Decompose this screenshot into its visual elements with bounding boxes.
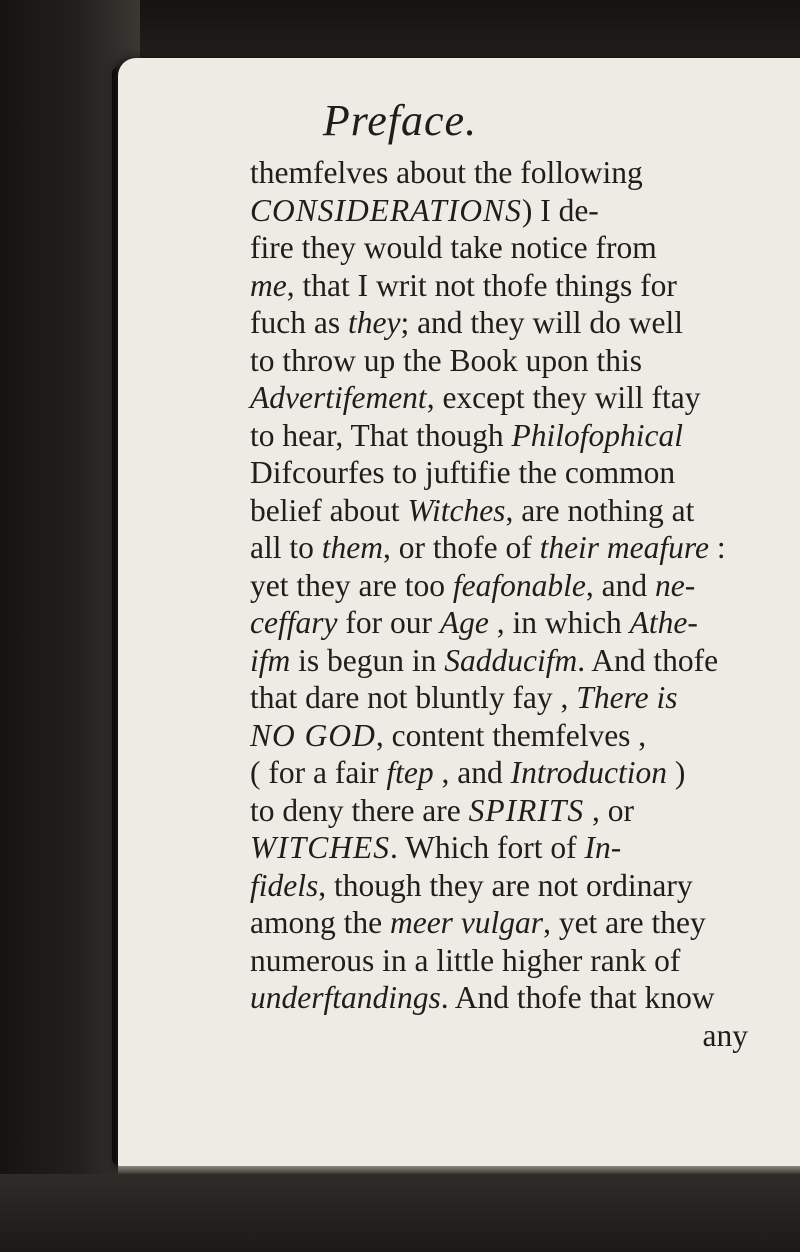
text-line — [250, 979, 770, 1017]
text-segment: for our — [337, 605, 440, 640]
text-segment: NO GOD — [250, 717, 376, 753]
text-segment: , and — [585, 567, 655, 603]
text-segment: ftep — [386, 755, 434, 790]
text-segment: underftandings — [250, 980, 441, 1015]
text-segment: . And thofe — [577, 642, 719, 678]
text-segment: CONSIDERATIONS — [250, 192, 522, 228]
text-line — [250, 642, 770, 680]
text-segment: them — [321, 530, 383, 565]
text-segment: Introduction — [510, 755, 667, 790]
text-segment: Sadducifm — [444, 642, 578, 678]
text-line — [250, 792, 770, 830]
text-segment: yet they are too — [250, 567, 453, 603]
scan-background-bottom — [0, 1174, 800, 1252]
text-segment: numerous in a little higher rank of — [250, 942, 681, 978]
text-segment: fidels — [250, 867, 319, 903]
text-segment: meer vulgar — [389, 905, 544, 940]
text-segment: . And thofe that know — [440, 980, 715, 1015]
text-segment: : — [708, 530, 726, 565]
text-line — [250, 567, 770, 605]
text-segment: to deny there are — [250, 792, 469, 828]
text-segment: ) — [666, 755, 686, 790]
text-segment: to hear, That though — [250, 417, 512, 453]
text-segment: ; and they will do well — [400, 305, 684, 340]
text-segment: fuch as — [250, 305, 348, 340]
text-segment: Advertifement — [250, 380, 427, 415]
text-line — [250, 229, 770, 267]
text-segment: all to — [250, 530, 322, 565]
text-segment: , that I writ not thofe things for — [286, 267, 677, 303]
text-segment: Philofophical — [511, 417, 683, 453]
text-segment: fire they would take notice from — [250, 230, 657, 265]
text-segment: , are nothing at — [505, 492, 695, 528]
text-line — [250, 529, 770, 567]
text-segment: ) I de- — [521, 192, 599, 228]
text-segment: ceffary — [250, 605, 338, 640]
text-segment: to throw up the Book upon this — [250, 342, 642, 378]
text-segment: , content themfelves , — [375, 717, 647, 753]
text-segment: , though they are not ordinary — [318, 867, 693, 903]
text-line — [250, 454, 770, 492]
text-segment: There is — [576, 680, 678, 715]
page-bottom-shadow — [118, 1166, 800, 1174]
text-segment: Witches — [407, 492, 506, 528]
body-text — [250, 154, 770, 1054]
text-segment: themfelves about the following — [250, 155, 643, 190]
text-line — [250, 679, 770, 717]
text-segment: Age — [439, 605, 489, 640]
text-line — [250, 417, 770, 455]
text-line — [250, 942, 770, 980]
text-line — [250, 604, 770, 642]
text-line — [250, 904, 770, 942]
text-segment: WITCHES — [250, 830, 390, 865]
text-line — [250, 304, 770, 342]
text-segment: In- — [584, 830, 622, 865]
text-segment: among the — [250, 905, 390, 940]
text-segment: , and — [433, 755, 511, 790]
catchword: any — [702, 1017, 748, 1053]
text-line — [250, 492, 770, 530]
text-segment: belief about — [250, 492, 408, 528]
text-segment: , in which — [488, 605, 630, 640]
text-segment: Difcourfes to juftifie the common — [250, 455, 676, 490]
text-segment: they — [347, 305, 401, 340]
text-segment: me — [250, 267, 287, 303]
text-segment: , yet are they — [543, 905, 706, 940]
text-segment: SPIRITS — [468, 792, 585, 828]
text-segment: their meafure — [539, 530, 709, 565]
text-segment: ifm — [250, 642, 291, 678]
text-line — [250, 867, 770, 905]
text-line — [250, 829, 770, 867]
page-heading: Preface. — [322, 96, 478, 145]
text-line — [250, 717, 770, 755]
text-segment: , or — [584, 792, 634, 828]
text-segment: is begun in — [290, 642, 445, 678]
text-line — [250, 379, 770, 417]
text-segment: that dare not bluntly fay , — [250, 680, 577, 715]
text-segment: , or thofe of — [382, 530, 540, 565]
text-segment: ( for a fair — [250, 755, 387, 790]
text-segment: feafonable — [452, 567, 586, 603]
text-line — [250, 342, 770, 380]
text-line — [250, 192, 770, 230]
text-line — [250, 267, 770, 305]
text-segment: ne- — [655, 567, 696, 603]
text-segment: , except they will ftay — [426, 380, 701, 415]
text-segment: . Which fort of — [390, 830, 585, 865]
text-line — [250, 754, 770, 792]
text-segment: Athe- — [629, 605, 698, 640]
text-line — [250, 154, 770, 192]
